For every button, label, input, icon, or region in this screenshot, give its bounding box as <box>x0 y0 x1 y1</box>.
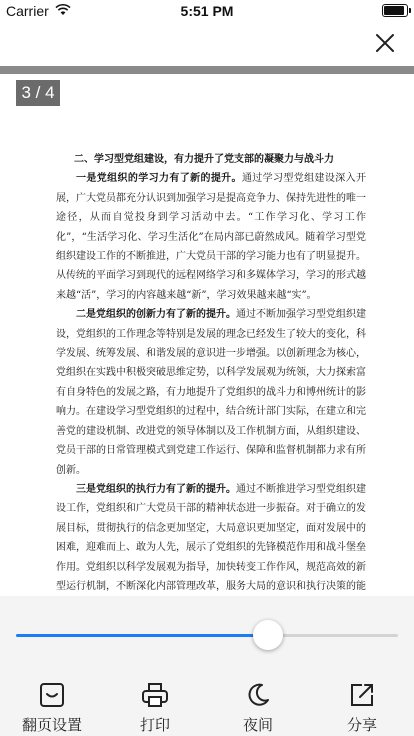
paragraph-lead: 二是党组织的创新力有了新的提升。 <box>76 309 236 321</box>
paragraph-text: 通过不断加强学习型党组织建设，党组织的工作理念等特别是发展的理念已经发生了较大的变化，科学发展、统筹发展、和谐发展的意识进一步增强。以创新理念为核心，党组织在实践中积极突破思维定势，以科学发展观为统领，大力探索富有自身特色的发展之路，有力地提升了党组织的战斗力和博州统计的影响力。在建设学习型党组织的过程中，结合统计部门实际，在建立和完善党的建设机制、改进党的领导体制以及工作机制方面，从组织建设、党员干部的日常管理模式到党建工作运行、保障和监督机制都力求有所创新。 <box>56 309 366 476</box>
share-icon <box>349 682 375 708</box>
close-icon <box>375 33 395 53</box>
page-turn-settings-button[interactable] <box>7 682 97 736</box>
paragraph <box>56 305 366 480</box>
slider-thumb[interactable] <box>253 620 283 650</box>
moon-icon <box>245 682 271 708</box>
tab-label: 打印 <box>139 716 170 734</box>
paragraph-lead: 一是党组织的学习力有了新的提升。 <box>76 173 242 185</box>
paragraph-text: 通过不断推进学习型党组织建设工作，党组织和广大党员干部的精神状态进一步振奋。对于确立的发展目标，贯彻执行的信念更加坚定，大局意识更加坚定，面对发展中的困难，迎难而上、敢为人先，展示了党组织的先锋模范作用和战斗堡垒作用。党组织以科学发展观为指导，加快转变工作作风，规范高效的新型运行机制，不断深化内部管理改革，服务大局的意识和执行决策的能 <box>56 483 366 592</box>
clock: 5:51 PM <box>180 3 234 19</box>
section-title: 二、学习型党组建设，有力提升了党支部的凝聚力与战斗力 <box>74 154 334 165</box>
tab-label: 分享 <box>346 716 377 734</box>
document-page <box>56 150 366 655</box>
slider-fill <box>16 634 268 637</box>
document-top-divider <box>0 66 414 74</box>
reader-controls <box>0 596 414 736</box>
toolbar <box>0 682 414 736</box>
paragraph-text: 通过学习型党组建设深入开展，广大党员都充分认识到加强学习是提高竞争力、保持先进性的唯一途径，从而自觉投身到学习活动中去。“工作学习化、学习工作化”，“生活学习化、学习生活化”在局内部已蔚然成风。随着学习型党组织建设工作的不断推进，广大党员干部的学习能力也有了明显提升。从传统的平面学习到现代的远程网络学习和多媒体学习，学习的形式越来越“活”，学习的内容越来越“新”，学习效果越来越“实”。 <box>56 173 367 301</box>
night-mode-button[interactable] <box>213 682 303 736</box>
page-turn-icon <box>39 682 65 708</box>
page-progress-slider[interactable] <box>16 620 398 650</box>
top-bar <box>0 22 414 66</box>
print-button[interactable] <box>110 682 200 736</box>
tab-label: 翻页设置 <box>21 716 82 734</box>
page-indicator: 3 / 4 <box>16 80 60 106</box>
tab-label: 夜间 <box>242 716 273 734</box>
close-button[interactable] <box>370 28 400 58</box>
battery-icon <box>382 4 408 17</box>
status-bar <box>0 0 414 22</box>
printer-icon <box>141 682 169 708</box>
document-viewer[interactable] <box>0 74 414 596</box>
paragraph-lead: 三是党组织的执行力有了新的提升。 <box>76 483 236 495</box>
paragraph <box>56 169 366 305</box>
carrier-label: Carrier <box>6 3 49 19</box>
share-button[interactable] <box>317 682 407 736</box>
